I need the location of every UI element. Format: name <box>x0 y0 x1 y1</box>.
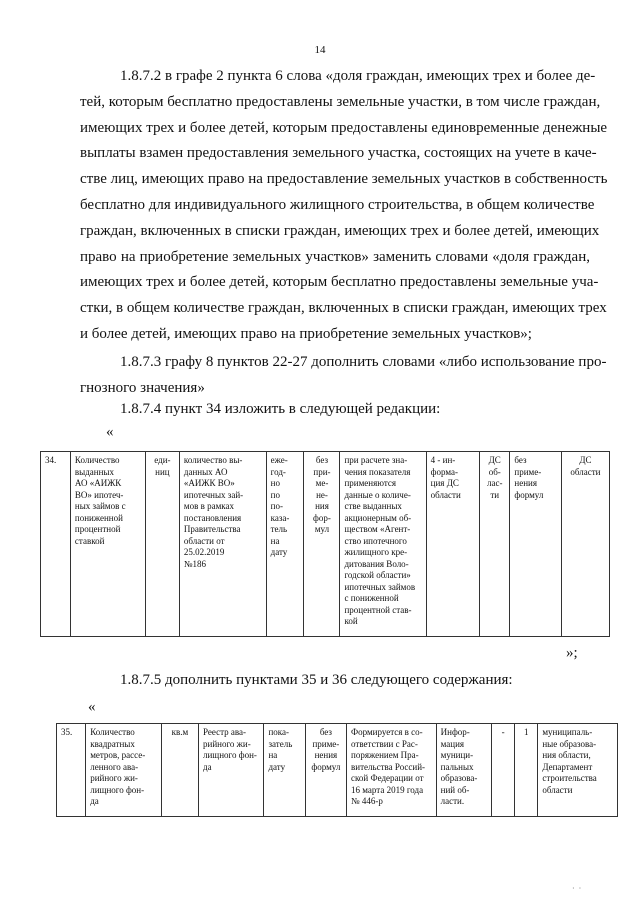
paragraph-1-8-7-4 <box>80 397 590 423</box>
cell-unit: еди- ниц <box>145 452 179 637</box>
text-line: стки, в общем количестве граждан, включенных в списки граждан, имеющих трех <box>80 300 607 317</box>
cell-source: Реестр ава- рийного жи- лищного фон- да <box>199 724 264 817</box>
close-quote: »; <box>566 645 578 661</box>
text-line: 1.8.7.2 в графе 2 пункта 6 слова «доля граждан, имеющих трех и более де- <box>120 68 596 84</box>
open-quote: « <box>106 424 114 440</box>
cell-responsible-2: ДС области <box>561 452 609 637</box>
cell-one: 1 <box>515 724 538 817</box>
cell-unit: кв.м <box>161 724 198 817</box>
cell-dash: - <box>492 724 515 817</box>
cell-number: 35. <box>57 724 86 817</box>
table-row <box>57 724 618 817</box>
cell-responsible: муниципаль- ные образова- ния области, Департамент строительства области <box>538 724 618 817</box>
cell-formula: без при- ме- не- ния фор- мул <box>304 452 340 637</box>
cell-source: количество вы- данных АО «АИЖК ВО» ипотечных зай- мов в рамках постановления Правительства области от 25.02.2019 №186 <box>179 452 266 637</box>
paragraph-1-8-7-5 <box>80 668 590 694</box>
text-line: граждан, включенных в списки граждан, имеющих трех и более детей, имеющих <box>80 222 600 239</box>
cell-responsible: ДС об- лас- ти <box>480 452 510 637</box>
text-line: стве лиц, имеющих право на предоставление земельных участков в собственность <box>80 171 608 188</box>
cell-data-source: Инфор- мация муници- пальных образова- ний об- ласти. <box>436 724 491 817</box>
cell-period: пока- затель на дату <box>264 724 305 817</box>
cell-number: 34. <box>41 452 71 637</box>
open-quote: « <box>88 699 96 715</box>
text-line: тей, которым бесплатно предоставлены земельные участки, в том числе граждан, <box>80 93 601 110</box>
scan-mark: · · <box>572 884 582 893</box>
indicator-table-35 <box>56 723 618 817</box>
page-number: 14 <box>314 44 326 56</box>
text-line: 1.8.7.3 графу 8 пунктов 22-27 дополнить словами «либо использование про- <box>120 354 607 370</box>
cell-formula-2: без приме- нения формул <box>510 452 561 637</box>
text-line: право на приобретение земельных участков» заменить словами «доля граждан, <box>80 248 590 265</box>
text-line: и более детей, имеющих право на приобретение земельных участков»; <box>80 325 532 342</box>
cell-method: при расчете зна- чения показателя применяются данные о количе- стве выданных акционерным об- ществом «Агент- ство ипотечного жилищного кре- дитования Воло- годской области» ипотечных займов с пониженной процентной став- кой <box>340 452 426 637</box>
text-line: 1.8.7.5 дополнить пунктами 35 и 36 следующего содержания: <box>120 672 513 688</box>
text-line: выплаты взамен предоставления земельного участка, состоящих на учете в каче- <box>80 145 597 162</box>
text-line: имеющих трех и более детей, которым бесплатно предоставлены земельные уча- <box>80 274 599 291</box>
paragraph-1-8-7-3 <box>80 350 607 402</box>
cell-formula: без приме- нения формул <box>305 724 346 817</box>
cell-period: еже- год- но по по- каза- тель на дату <box>266 452 304 637</box>
text-line: гнозного значения» <box>80 379 205 396</box>
text-line: бесплатно для индивидуального жилищного строительства, в общем количестве <box>80 196 595 213</box>
table-row <box>41 452 610 637</box>
text-line: 1.8.7.4 пункт 34 изложить в следующей редакции: <box>120 401 441 417</box>
paragraph-1-8-7-2 <box>80 64 608 348</box>
cell-indicator-name: Количество выданных АО «АИЖК ВО» ипотеч- ных займов с пониженной процентной ставкой <box>70 452 145 637</box>
indicator-table-34 <box>40 451 610 637</box>
text-line: имеющих трех и более детей, которым предоставлены единовременные денежные <box>80 119 608 136</box>
cell-indicator-name: Количество квадратных метров, рассе- ленного ава- рийного жи- лищного фон- да <box>86 724 162 817</box>
cell-data-source: 4 - ин- форма- ция ДС области <box>426 452 479 637</box>
cell-method: Формируется в со- ответствии с Рас- поряжением Пра- вительства Россий- ской Федерации от 16 марта 2019 года № 446-р <box>347 724 437 817</box>
